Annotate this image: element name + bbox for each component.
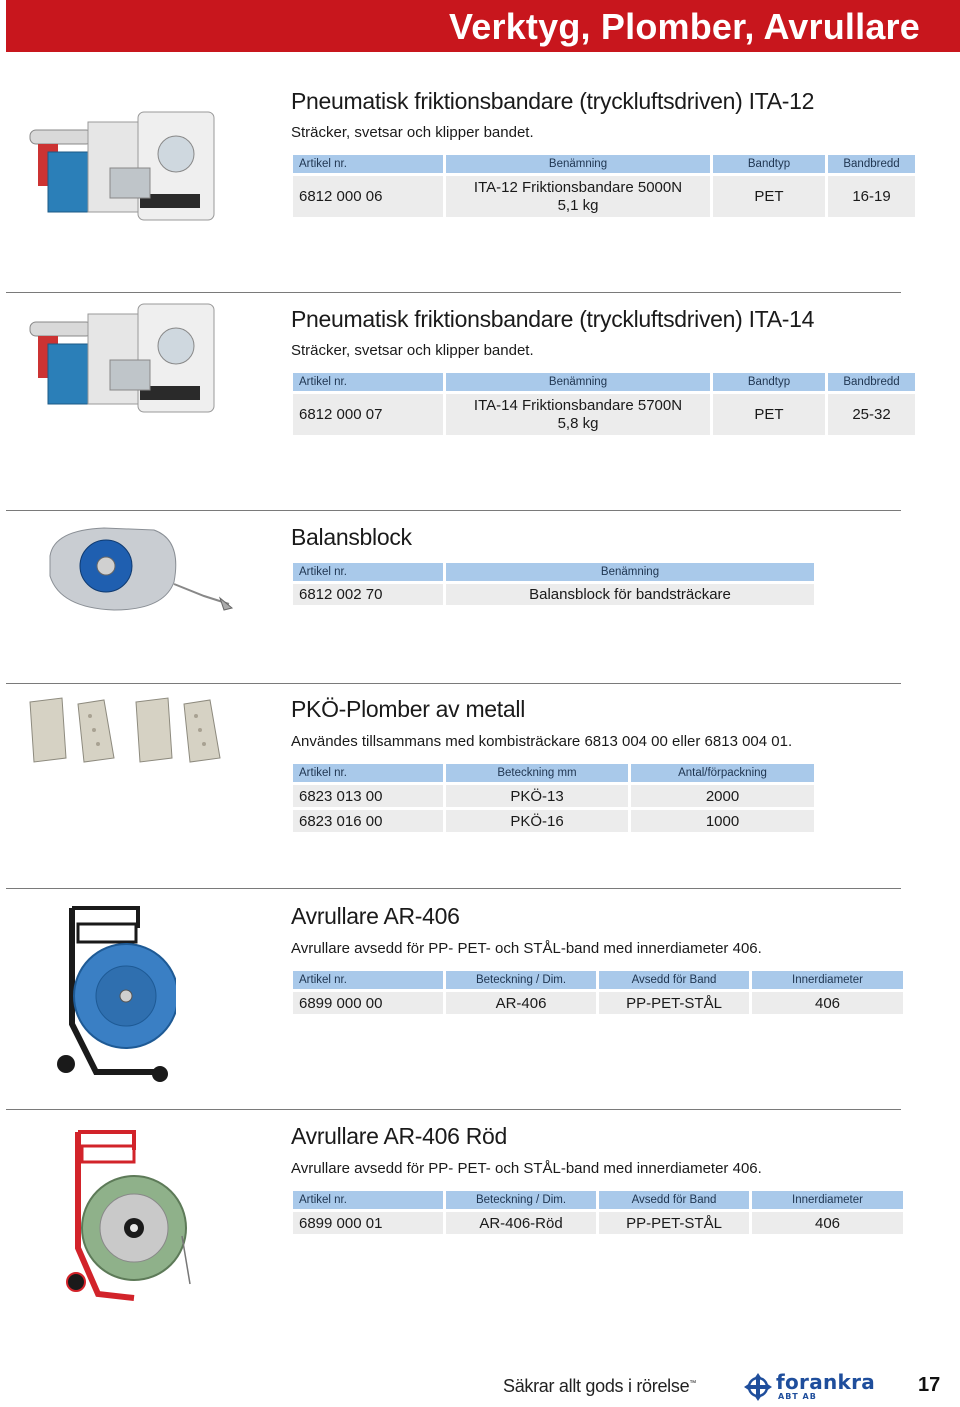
col-header: Antal/förpackning bbox=[631, 764, 814, 782]
product-description: Användes tillsammans med kombisträckare 6813 004 00 eller 6813 004 01. bbox=[291, 733, 793, 750]
section-divider bbox=[6, 888, 901, 889]
dispenser-cart-icon bbox=[64, 1128, 194, 1308]
col-header: Avsedd för Band bbox=[599, 971, 749, 989]
product-table bbox=[290, 373, 918, 435]
product-title: Pneumatisk friktionsbandare (tryckluftsdriven) ITA-12 bbox=[291, 88, 815, 114]
brand-logo bbox=[738, 1371, 888, 1403]
weight-line: 5,1 kg bbox=[557, 196, 599, 214]
table-cell: 2000 bbox=[631, 785, 814, 807]
table-cell: PP-PET-STÅL bbox=[599, 1212, 749, 1234]
balancer-icon bbox=[44, 526, 236, 612]
col-header: Avsedd för Band bbox=[599, 1191, 749, 1209]
table-cell: 6812 000 07 bbox=[293, 394, 443, 435]
product-title: Avrullare AR-406 Röd bbox=[291, 1123, 508, 1149]
table-cell: Balansblock för bandsträckare bbox=[446, 584, 814, 605]
table-cell: 6823 013 00 bbox=[293, 785, 443, 807]
col-header: Innerdiameter bbox=[752, 971, 903, 989]
brand-sub: ABT AB bbox=[778, 1392, 817, 1401]
product-table bbox=[290, 971, 906, 1014]
strapping-tool-icon bbox=[28, 108, 218, 226]
table-cell: 406 bbox=[752, 1212, 903, 1234]
footer-slogan bbox=[503, 1376, 696, 1397]
product-description: Avrullare avsedd för PP- PET- och STÅL-band med innerdiameter 406. bbox=[291, 940, 762, 957]
weight-line: 5,8 kg bbox=[557, 414, 599, 432]
col-header: Bandbredd bbox=[828, 155, 915, 173]
slogan-text: Säkrar allt gods i rörelse bbox=[503, 1376, 690, 1396]
table-cell: 6899 000 00 bbox=[293, 992, 443, 1014]
col-header: Artikel nr. bbox=[293, 1191, 443, 1209]
metal-seal-icon bbox=[28, 696, 224, 766]
brand-name: forankra bbox=[776, 1370, 876, 1394]
section-divider bbox=[6, 510, 901, 511]
product-description: Avrullare avsedd för PP- PET- och STÅL-band med innerdiameter 406. bbox=[291, 1160, 762, 1177]
col-header: Benämning bbox=[446, 155, 710, 173]
table-cell: 1000 bbox=[631, 810, 814, 832]
col-header: Bandbredd bbox=[828, 373, 915, 391]
section-divider bbox=[6, 292, 901, 293]
strapping-tool-icon bbox=[28, 300, 218, 418]
product-table bbox=[290, 1191, 906, 1234]
benamning-line: ITA-14 Friktionsbandare 5700N bbox=[473, 396, 683, 414]
table-cell: AR-406-Röd bbox=[446, 1212, 596, 1234]
product-description: Sträcker, svetsar och klipper bandet. bbox=[291, 342, 534, 359]
col-header: Beteckning / Dim. bbox=[446, 971, 596, 989]
col-header: Innerdiameter bbox=[752, 1191, 903, 1209]
col-header: Beteckning / Dim. bbox=[446, 1191, 596, 1209]
table-cell: 16-19 bbox=[828, 176, 915, 217]
section-divider bbox=[6, 683, 901, 684]
col-header: Bandtyp bbox=[713, 373, 825, 391]
table-cell: 6812 002 70 bbox=[293, 584, 443, 605]
col-header: Artikel nr. bbox=[293, 373, 443, 391]
table-cell: PKÖ-13 bbox=[446, 785, 628, 807]
product-title: Avrullare AR-406 bbox=[291, 903, 460, 929]
table-cell: PP-PET-STÅL bbox=[599, 992, 749, 1014]
col-header: Beteckning mm bbox=[446, 764, 628, 782]
col-header: Benämning bbox=[446, 373, 710, 391]
product-table bbox=[290, 563, 817, 605]
col-header: Artikel nr. bbox=[293, 764, 443, 782]
col-header: Artikel nr. bbox=[293, 971, 443, 989]
page-number: 17 bbox=[918, 1374, 941, 1396]
trademark-mark: ™ bbox=[689, 1380, 696, 1387]
product-table bbox=[290, 764, 817, 832]
col-header: Benämning bbox=[446, 563, 814, 581]
table-cell: 406 bbox=[752, 992, 903, 1014]
table-cell bbox=[446, 394, 710, 435]
product-description: Sträcker, svetsar och klipper bandet. bbox=[291, 124, 534, 141]
col-header: Artikel nr. bbox=[293, 155, 443, 173]
table-cell: PET bbox=[713, 176, 825, 217]
section-divider bbox=[6, 1109, 901, 1110]
table-cell: 6812 000 06 bbox=[293, 176, 443, 217]
product-table bbox=[290, 155, 918, 217]
product-title: Pneumatisk friktionsbandare (tryckluftsdriven) ITA-14 bbox=[291, 306, 815, 332]
table-cell: AR-406 bbox=[446, 992, 596, 1014]
table-cell bbox=[446, 176, 710, 217]
col-header: Bandtyp bbox=[713, 155, 825, 173]
page-title: Verktyg, Plomber, Avrullare bbox=[449, 6, 920, 47]
col-header: Artikel nr. bbox=[293, 563, 443, 581]
dispenser-cart-icon bbox=[56, 904, 176, 1084]
logo-mark-icon bbox=[738, 1371, 778, 1403]
table-cell: PKÖ-16 bbox=[446, 810, 628, 832]
product-title: Balansblock bbox=[291, 524, 412, 550]
table-cell: 6899 000 01 bbox=[293, 1212, 443, 1234]
benamning-line: ITA-12 Friktionsbandare 5000N bbox=[473, 178, 683, 196]
product-title: PKÖ-Plomber av metall bbox=[291, 696, 525, 722]
table-cell: 6823 016 00 bbox=[293, 810, 443, 832]
table-cell: 25-32 bbox=[828, 394, 915, 435]
table-cell: PET bbox=[713, 394, 825, 435]
